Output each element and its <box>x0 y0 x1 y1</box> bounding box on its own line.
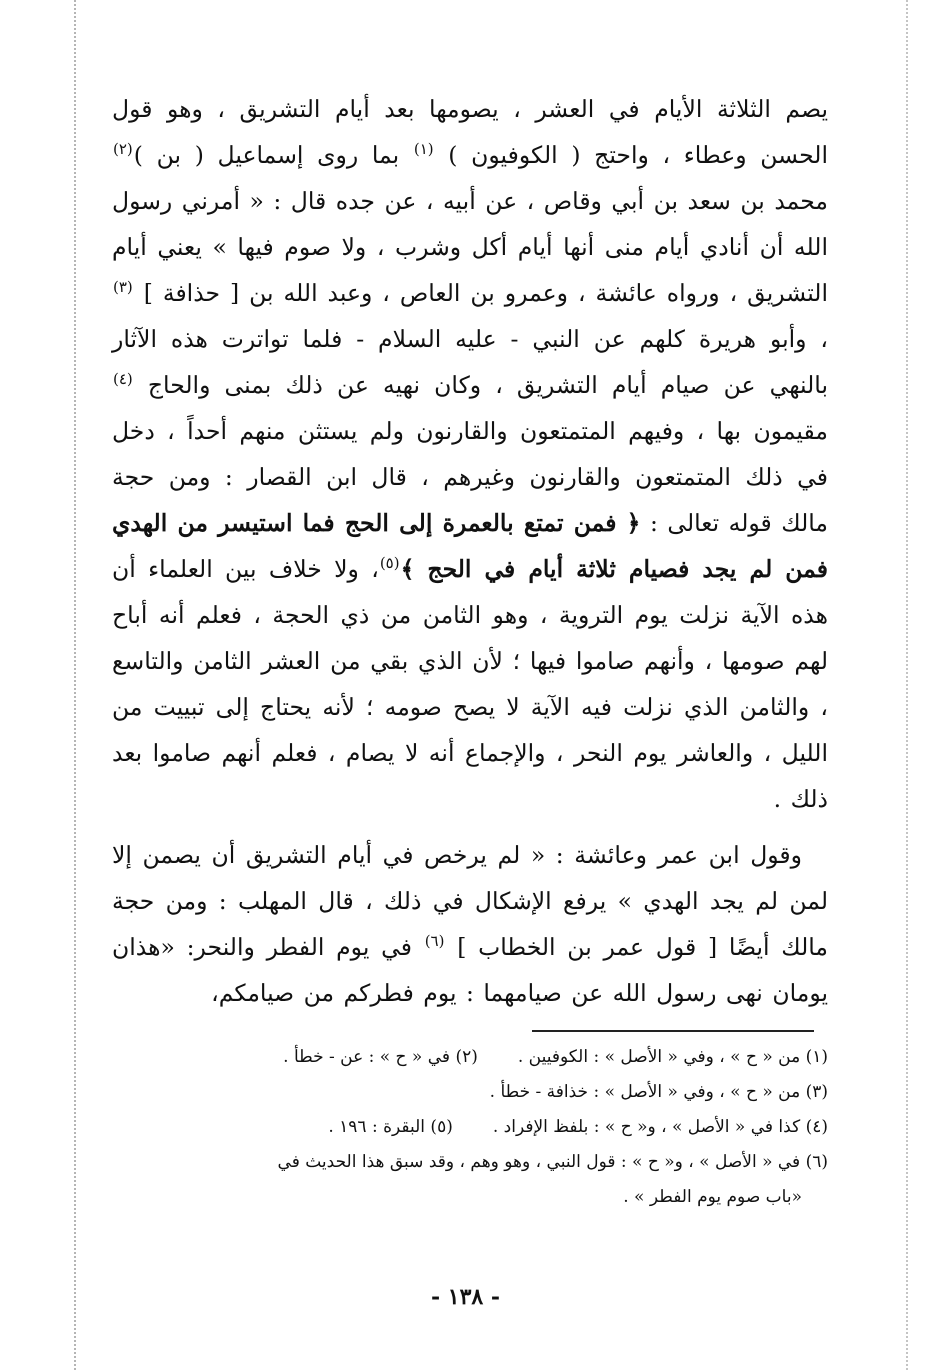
paragraph-1 <box>112 86 828 822</box>
text-run: وقول ابن عمر وعائشة : « لم يرخص في أيام التشريق أن يصمن إلا لمن لم يجد الهدي » يرفع الإشكال في ذلك ، قال المهلب : ومن حجة مالك أيضًا [ قول عمر بن الخطاب ] <box>112 841 828 961</box>
footnote-4: (٤) كذا في « الأصل » ، و« ح » : بلفظ الإفراد . <box>492 1117 828 1137</box>
footnote-ref-4[interactable]: (٤) <box>113 370 133 389</box>
footnotes <box>112 1040 828 1215</box>
footnote-separator <box>532 1030 814 1032</box>
page-number: - ١٣٨ - <box>430 1284 501 1310</box>
quran-verse: ﴿ فمن تمتع بالعمرة إلى الحج فما استيسر من الهدي فمن لم يجد فصيام ثلاثة أيام في الحج ﴾ <box>112 509 828 583</box>
footnote-3: (٣) من « ح » ، وفي « الأصل » : خذافة - خطأ . <box>489 1082 828 1102</box>
footnote-ref-3[interactable]: (٣) <box>113 278 133 297</box>
footnote-5: (٥) البقرة : ١٩٦ . <box>328 1117 453 1137</box>
text-run: يصم الثلاثة الأيام في العشر ، يصومها بعد أيام التشريق ، وهو قول الحسن وعطاء ، واحتج ( الكوفيون ) <box>112 95 828 169</box>
footnote-line-4 <box>112 1145 828 1180</box>
footnote-line-1 <box>112 1040 828 1075</box>
footnote-1: (١) من « ح » ، وفي « الأصل » : الكوفيين . <box>517 1047 828 1067</box>
text-run: مقيمون بها ، وفيهم المتمتعون والقارنون ولم يستثن منهم أحداً ، دخل في ذلك المتمتعون والقارنون وغيرهم ، قال ابن القصار : ومن حجة مالك قوله تعالى : <box>112 417 828 537</box>
footnote-ref-2[interactable]: (٢) <box>113 140 133 159</box>
text-run: ، ولا خلاف بين العلماء أن هذه الآية نزلت يوم التروية ، وهو الثامن من ذي الحجة ، فعلم أنه أباح لهم صومها ، وأنهم صاموا فيها ؛ لأن الذي بقي من العشر الثامن والتاسع ، والثامن الذي نزلت فيه الآية لا يصح صومه ؛ لأنه يحتاج إلى تبييت من الليل ، والعاشر يوم النحر ، والإجماع أنه لا يصام ، فعلم أنهم صاموا بعد ذلك . <box>112 555 828 813</box>
text-run: ، وأبو هريرة كلهم عن النبي - عليه السلام - فلما تواترت هذه الآثار بالنهي عن صيام أيام التشريق ، وكان نهيه عن ذلك بمنى والحاج <box>112 325 828 399</box>
footnote-6-continued: «باب صوم يوم الفطر » . <box>623 1187 802 1207</box>
footnote-line-2 <box>112 1075 828 1110</box>
footnote-6: (٦) في « الأصل » ، و« ح » : قول النبي ، وهو وهم ، وقد سبق هذا الحديث في <box>277 1152 828 1172</box>
footnote-line-3 <box>112 1110 828 1145</box>
text-run: بما روى إسماعيل ( بن ) <box>133 141 400 169</box>
footnote-2: (٢) في « ح » : عن - خطأ . <box>283 1047 478 1067</box>
text-run: محمد بن سعد بن أبي وقاص ، عن أبيه ، عن جده قال : « أمرني رسول الله أن أنادي أيام منى أنها أيام أكل وشرب ، ولا صوم فيها » يعني أيام التشريق ، ورواه عائشة ، وعمرو بن العاص ، وعبد الله بن [ حذافة ] <box>112 187 828 307</box>
footnote-ref-1[interactable]: (١) <box>413 140 434 159</box>
scan-edge-left <box>74 0 76 1370</box>
footnote-ref-5[interactable]: (٥) <box>379 554 400 573</box>
main-text <box>112 86 828 1016</box>
scan-edge-right <box>906 0 908 1370</box>
footnote-ref-6[interactable]: (٦) <box>424 932 445 951</box>
text-run: في يوم الفطر والنحر: «هذان يومان نهى رسول الله عن صيامهما : يوم فطركم من صيامكم، <box>112 933 828 1007</box>
paragraph-2 <box>112 832 828 1016</box>
footnote-line-5 <box>112 1180 828 1215</box>
